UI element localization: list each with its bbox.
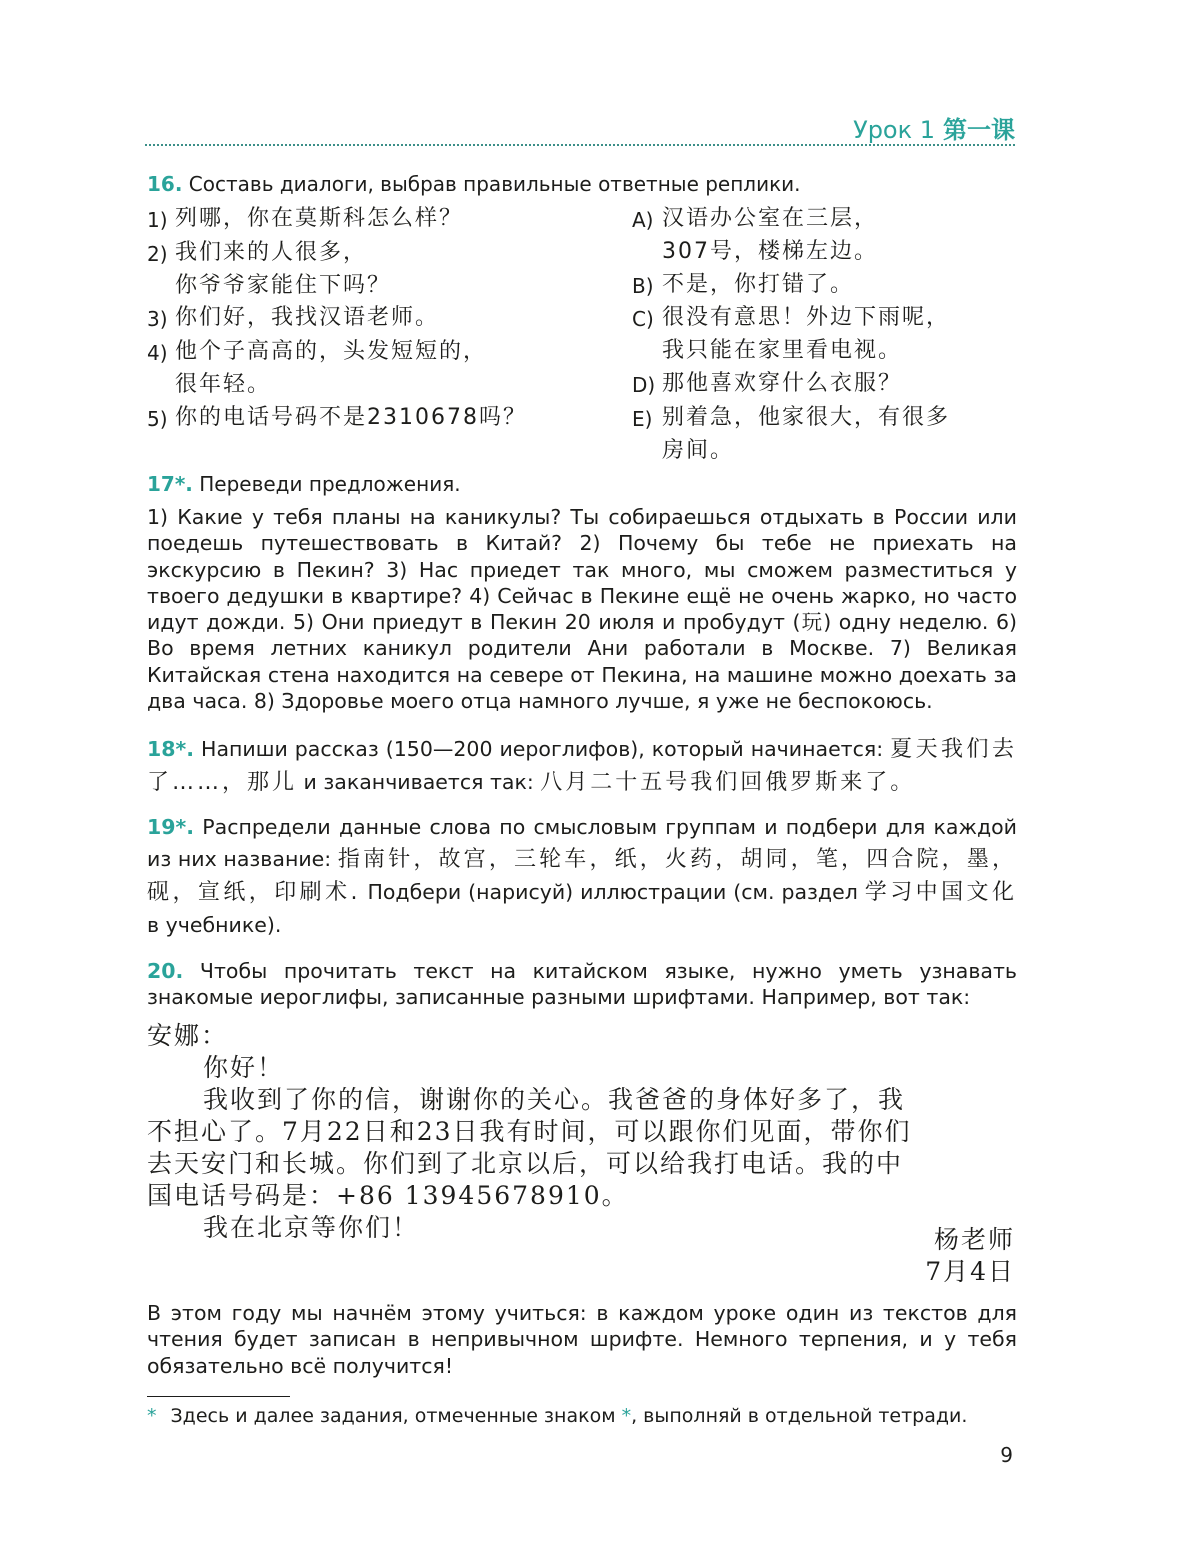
- letter-line: 我收到了你的信，谢谢你的关心。我爸爸的身体好多了，我: [203, 1085, 906, 1114]
- item-marker: 1): [147, 208, 168, 232]
- item-marker: B): [632, 273, 654, 298]
- item-line: 我只能在家里看电视。: [662, 338, 903, 364]
- task-19-text: [147, 811, 1017, 941]
- task-19-instruction-c: в учебнике).: [147, 913, 282, 937]
- item-text: [175, 237, 391, 303]
- task-20-number: 20.: [147, 959, 184, 983]
- task-18-zh-end: 八月二十五号我们回俄罗斯来了。: [540, 770, 916, 795]
- dialogue-item: [147, 203, 617, 237]
- task-17-instruction: Переведи предложения.: [199, 472, 461, 496]
- dialogue-item: [632, 302, 1022, 368]
- task-18-instruction-a: Напиши рассказ (150—200 иероглифов), который начинается:: [201, 737, 884, 761]
- footnote: [147, 1404, 967, 1428]
- task-17-number: 17*.: [147, 472, 193, 496]
- item-line: 很年轻。: [175, 371, 272, 397]
- item-marker: D): [632, 372, 656, 397]
- task-20-instruction: Чтобы прочитать текст на китайском языке, нужно уметь узнавать знакомые иероглифы, записанные разными шрифтами. Например, вот так:: [147, 959, 1017, 1010]
- item-marker: E): [632, 406, 653, 431]
- item-text: [662, 302, 950, 368]
- item-text: [175, 336, 487, 402]
- item-line: 我们来的人很多，: [175, 239, 368, 265]
- task-19-number: 19*.: [147, 815, 195, 839]
- item-line: 很没有意思！外边下雨呢，: [662, 305, 951, 331]
- dialogue-item: [632, 203, 1022, 269]
- page-number: 9: [1000, 1443, 1013, 1467]
- dialogue-item: [632, 402, 1022, 468]
- letter-greeting: 你好！: [203, 1053, 285, 1082]
- task-16-number: 16.: [147, 172, 183, 196]
- item-line: 你们好，我找汉语老师。: [175, 305, 440, 331]
- dialogue-item: [147, 402, 617, 436]
- item-line: 汉语办公室在三层，: [662, 206, 879, 231]
- task-18-instruction-b: и заканчивается так:: [303, 770, 534, 794]
- task-17-title: [147, 471, 461, 497]
- closing-paragraph: В этом году мы начнём этому учиться: в каждом уроке один из текстов для чтения будет записан в непривычном шрифте. Немного терпения, и у тебя обязательно всё получится!: [147, 1301, 1017, 1378]
- lesson-heading: [853, 110, 1015, 145]
- dialogue-item: [632, 368, 1022, 402]
- task-19-instruction-b: Подбери (нарисуй) иллюстрации (см. раздел: [367, 880, 858, 904]
- item-line: 房间。: [662, 437, 735, 463]
- item-text: [175, 203, 463, 237]
- task-19-instruction-a: Распредели данные слова по смысловым группам и подбери для каждой из них название:: [147, 815, 1017, 871]
- letter-signature: [925, 1224, 1015, 1288]
- task-18-number: 18*.: [147, 737, 195, 761]
- item-text: [662, 269, 854, 303]
- task-19-word-list: 指南针，故宫，三轮车，纸，火药，胡同，笔，四合院，墨，砚，宣纸，印刷术.: [147, 847, 1017, 905]
- task-16-instruction: Составь диалоги, выбрав правильные ответные реплики.: [188, 172, 801, 196]
- item-line: 那他喜欢穿什么衣服？: [662, 370, 903, 396]
- dialogue-item: [147, 336, 617, 402]
- task-18-zh-start: 夏天我们去了……，那儿: [147, 737, 1017, 795]
- item-marker: 3): [147, 307, 168, 332]
- task-16-answers: [632, 203, 1022, 467]
- letter-salutation: 安娜：: [147, 1021, 229, 1050]
- footnote-star: *: [147, 1405, 157, 1427]
- task-18-text: [147, 733, 1017, 799]
- item-line: 你爷爷家能住下吗？: [175, 272, 392, 298]
- item-text: [662, 368, 902, 402]
- footnote-text-b: , выполняй в отдельной тетради.: [631, 1405, 968, 1427]
- task-16-title: [147, 171, 801, 197]
- dialogue-item: [147, 237, 617, 303]
- sample-letter: [147, 1020, 1027, 1244]
- item-marker: C): [632, 307, 654, 332]
- item-marker: 5): [147, 406, 168, 431]
- letter-line: 国电话号码是：+86 13945678910。: [147, 1181, 629, 1210]
- item-line: 不是，你打错了。: [662, 271, 855, 297]
- footnote-star-inline: *: [621, 1405, 632, 1427]
- dialogue-item: [147, 302, 617, 336]
- letter-closing: 我在北京等你们！: [203, 1213, 420, 1242]
- item-marker: 4): [147, 341, 168, 366]
- item-line: 列哪，你在莫斯科怎么样？: [175, 206, 464, 231]
- signature-name: 杨老师: [933, 1225, 1015, 1254]
- item-text: [662, 402, 950, 468]
- signature-date: 7月4日: [925, 1257, 1015, 1286]
- dialogue-item: [632, 269, 1022, 303]
- item-marker: 2): [147, 241, 168, 266]
- lesson-zh: 第一课: [943, 116, 1015, 144]
- item-text: [662, 203, 878, 269]
- letter-line: 不担心了。7月22日和23日我有时间，可以跟你们见面，带你们: [147, 1117, 912, 1146]
- page-header: [145, 108, 1015, 146]
- task-20-text: [147, 958, 1017, 1011]
- footnote-divider: [147, 1396, 290, 1397]
- footnote-text-a: Здесь и далее задания, отмеченные знаком: [170, 1405, 616, 1427]
- lesson-ru: Урок 1: [853, 116, 935, 144]
- item-line: 你的电话号码不是2310678吗？: [175, 404, 527, 430]
- item-line: 他个子高高的，头发短短的，: [175, 339, 488, 365]
- item-text: [175, 302, 439, 336]
- item-marker: A): [632, 208, 654, 232]
- item-text: [175, 402, 527, 436]
- task-19-section-name: 学习中国文化: [864, 880, 1017, 905]
- item-line: 307号，楼梯左边。: [662, 238, 878, 264]
- letter-line: 去天安门和长城。你们到了北京以后，可以给我打电话。我的中: [147, 1149, 904, 1178]
- task-17-sentences: 1) Какие у тебя планы на каникулы? Ты собираешься отдыхать в России или поедешь путешествовать в Китай? 2) Почему бы тебе не приехать на экскурсию в Пекин? 3) Нас приедет так много, мы сможем разместиться у твоего дедушки в квартире? 4) Сейчас в Пекине ещё не очень жарко, но часто идут дожди. 5) Они приедут в Пекин 20 июля и пробудут (玩) одну неделю. 6) Во время летних каникул родители Ани работали в Москве. 7) Великая Китайская стена находится на севере от Пекина, на машине можно доехать за два часа. 8) Здоровье моего отца намного лучше, я уже не беспокоюсь.: [147, 505, 1017, 714]
- task-16-questions: [147, 203, 617, 436]
- item-line: 别着急，他家很大，有很多: [662, 404, 951, 430]
